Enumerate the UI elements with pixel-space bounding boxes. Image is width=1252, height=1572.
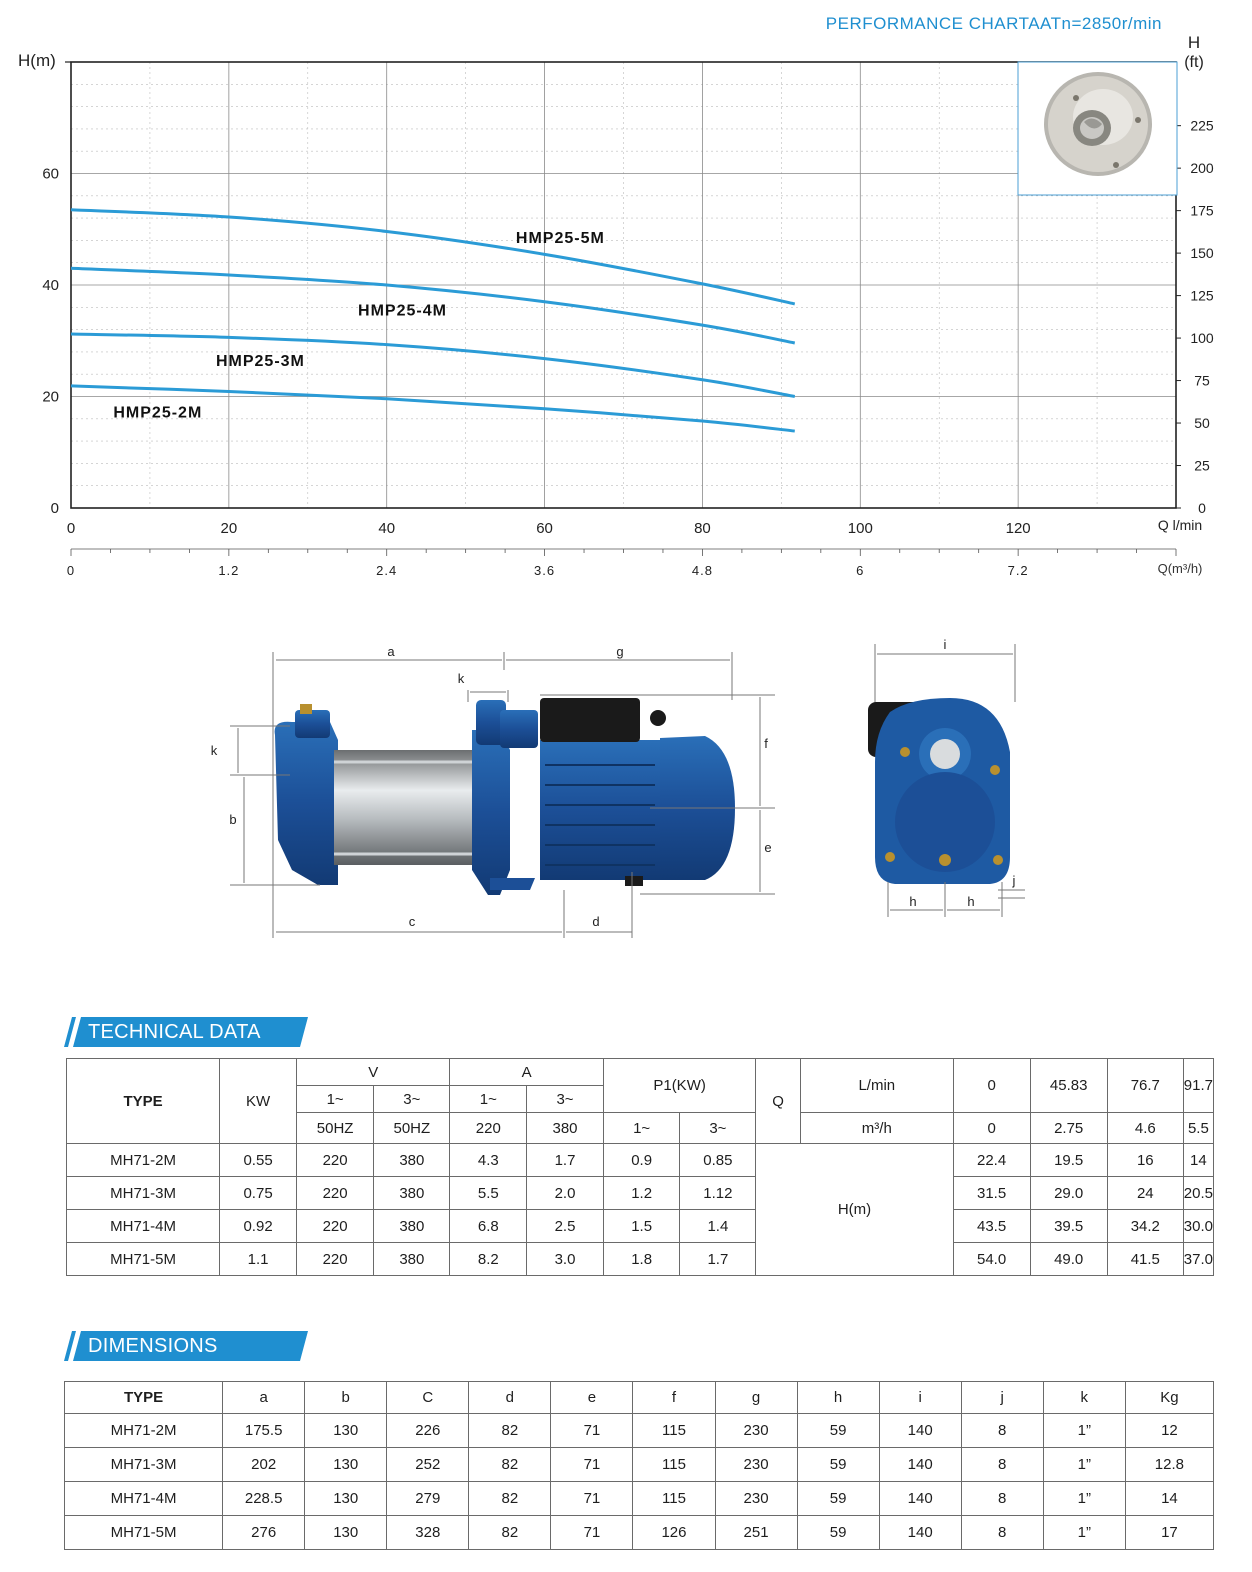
- dim-cell: 8: [961, 1414, 1043, 1448]
- col-v: V: [297, 1059, 450, 1086]
- col-p1: P1(KW): [603, 1059, 756, 1113]
- q-lmin-label: L/min: [800, 1059, 953, 1113]
- dim-cell: 230: [715, 1482, 797, 1516]
- col-kw: KW: [220, 1059, 297, 1144]
- head-label: H(m): [756, 1144, 953, 1276]
- dim-header: k: [1043, 1382, 1125, 1414]
- y-tick-label: 60: [42, 165, 59, 183]
- cell-head: 43.5: [953, 1210, 1030, 1243]
- dim-label-h-left: h: [909, 894, 917, 909]
- dim-cell: 130: [305, 1414, 387, 1448]
- dim-header: f: [633, 1382, 715, 1414]
- dim-cell: 1”: [1043, 1516, 1125, 1550]
- secondary-x-tick-label: 1.2: [218, 563, 240, 578]
- cell-head: 19.5: [1030, 1144, 1107, 1177]
- dim-cell: 115: [633, 1414, 715, 1448]
- a-phase1: 1~: [450, 1086, 527, 1113]
- cell-head: 22.4: [953, 1144, 1030, 1177]
- pump-side-view: [200, 640, 800, 950]
- ft-tick-label: 0: [1198, 500, 1206, 516]
- q-m3h-value: 0: [953, 1113, 1030, 1144]
- table-row: [65, 1516, 1214, 1550]
- cell-v3: 380: [374, 1177, 450, 1210]
- dim-cell: 130: [305, 1516, 387, 1550]
- technical-data-header: [64, 1017, 308, 1047]
- chart-grid: [71, 62, 1176, 508]
- cell-head: 20.5: [1183, 1177, 1213, 1210]
- technical-data-table: [66, 1058, 1214, 1276]
- dim-cell: MH71-3M: [65, 1448, 223, 1482]
- dim-cell: 126: [633, 1516, 715, 1550]
- secondary-x-tick-label: 2.4: [376, 563, 398, 578]
- a-phase3: 3~: [527, 1086, 604, 1113]
- ft-tick-label: 25: [1194, 457, 1210, 474]
- dim-cell: 1”: [1043, 1482, 1125, 1516]
- dim-cell: 14: [1125, 1482, 1213, 1516]
- table-row: [67, 1243, 1214, 1276]
- dim-label-f: f: [764, 736, 768, 751]
- table-row: [67, 1210, 1214, 1243]
- table-row: [65, 1414, 1214, 1448]
- q-lmin-value: 45.83: [1030, 1059, 1107, 1113]
- q-m3h-value: 5.5: [1183, 1113, 1213, 1144]
- v-phase1: 1~: [297, 1086, 374, 1113]
- cell-a3: 1.7: [527, 1144, 604, 1177]
- pump-front-view: [850, 632, 1040, 922]
- q-m3h-value: 4.6: [1107, 1113, 1183, 1144]
- a-380: 380: [527, 1113, 604, 1144]
- dim-cell: 8: [961, 1516, 1043, 1550]
- dim-header: g: [715, 1382, 797, 1414]
- table-row: [67, 1177, 1214, 1210]
- impeller-photo: [1018, 62, 1177, 195]
- cell-p1: 1.8: [603, 1243, 680, 1276]
- cell-head: 16: [1107, 1144, 1183, 1177]
- dim-cell: MH71-5M: [65, 1516, 223, 1550]
- col-a: A: [450, 1059, 603, 1086]
- cell-kw: 1.1: [220, 1243, 297, 1276]
- secondary-x-tick-label: 3.6: [534, 563, 556, 578]
- y-tick-label: 0: [50, 500, 59, 517]
- dim-cell: 59: [797, 1448, 879, 1482]
- dim-header: b: [305, 1382, 387, 1414]
- cell-kw: 0.92: [220, 1210, 297, 1243]
- terminal-box: [540, 698, 640, 742]
- series-line-HMP25-3M: [71, 334, 795, 396]
- dim-header: C: [387, 1382, 469, 1414]
- cell-v1: 220: [297, 1177, 374, 1210]
- cell-a1: 8.2: [450, 1243, 527, 1276]
- cell-p1: 1.2: [603, 1177, 680, 1210]
- cell-v1: 220: [297, 1210, 374, 1243]
- q-lmin-value: 0: [953, 1059, 1030, 1113]
- cell-p1: 1.5: [603, 1210, 680, 1243]
- cell-a1: 6.8: [450, 1210, 527, 1243]
- ft-tick-label: 200: [1190, 160, 1214, 177]
- cell-p3: 1.4: [680, 1210, 756, 1243]
- p1-phase3: 3~: [680, 1113, 756, 1144]
- dim-label-k-top: k: [457, 671, 465, 686]
- x-tick-label: 120: [1005, 520, 1031, 537]
- dimensions-table: [64, 1381, 1214, 1550]
- dim-header: a: [223, 1382, 305, 1414]
- dim-cell: 140: [879, 1482, 961, 1516]
- dim-cell: 8: [961, 1448, 1043, 1482]
- cell-v3: 380: [374, 1144, 450, 1177]
- secondary-x-tick-label: 4.8: [691, 563, 713, 578]
- dim-cell: MH71-4M: [65, 1482, 223, 1516]
- dim-header: e: [551, 1382, 633, 1414]
- cell-kw: 0.75: [220, 1177, 297, 1210]
- q-m3h-value: 2.75: [1030, 1113, 1107, 1144]
- v-phase3: 3~: [374, 1086, 450, 1113]
- cell-v3: 380: [374, 1210, 450, 1243]
- cell-head: 31.5: [953, 1177, 1030, 1210]
- right-axis-title: H: [1187, 33, 1201, 52]
- cell-head: 34.2: [1107, 1210, 1183, 1243]
- cell-head: 37.0: [1183, 1243, 1213, 1276]
- dim-cell: 115: [633, 1482, 715, 1516]
- dim-cell: 1”: [1043, 1448, 1125, 1482]
- chart-frame: [65, 62, 1181, 556]
- col-type: TYPE: [67, 1059, 220, 1144]
- dim-cell: 279: [387, 1482, 469, 1516]
- dim-label-a: a: [387, 644, 395, 659]
- y-axis-title: H(m): [18, 51, 56, 70]
- dim-label-j: j: [1012, 873, 1016, 888]
- dim-cell: 328: [387, 1516, 469, 1550]
- dim-header: d: [469, 1382, 551, 1414]
- cell-type: MH71-3M: [67, 1177, 220, 1210]
- secondary-x-tick-label: 6: [856, 563, 865, 578]
- dim-cell: 230: [715, 1448, 797, 1482]
- dim-cell: 8: [961, 1482, 1043, 1516]
- y-tick-label: 20: [42, 388, 59, 406]
- cell-a3: 2.5: [527, 1210, 604, 1243]
- x-tick-label: 80: [694, 520, 711, 537]
- cell-head: 24: [1107, 1177, 1183, 1210]
- cell-type: MH71-5M: [67, 1243, 220, 1276]
- cell-a1: 5.5: [450, 1177, 527, 1210]
- cell-type: MH71-2M: [67, 1144, 220, 1177]
- cell-p3: 1.12: [680, 1177, 756, 1210]
- a-220: 220: [450, 1113, 527, 1144]
- table-row: [65, 1482, 1214, 1516]
- cell-head: 49.0: [1030, 1243, 1107, 1276]
- dim-cell: 59: [797, 1516, 879, 1550]
- table-row: [65, 1448, 1214, 1482]
- dim-cell: 251: [715, 1516, 797, 1550]
- dim-cell: 140: [879, 1516, 961, 1550]
- dim-cell: 228.5: [223, 1482, 305, 1516]
- cell-head: 30.0: [1183, 1210, 1213, 1243]
- col-q: Q: [756, 1059, 801, 1144]
- cell-a1: 4.3: [450, 1144, 527, 1177]
- dim-label-d: d: [592, 914, 600, 929]
- dim-cell: 115: [633, 1448, 715, 1482]
- technical-data-title: TECHNICAL DATA: [88, 1021, 261, 1043]
- cell-head: 14: [1183, 1144, 1213, 1177]
- cell-head: 39.5: [1030, 1210, 1107, 1243]
- dim-cell: 130: [305, 1448, 387, 1482]
- series-label: HMP25-4M: [358, 302, 447, 320]
- stainless-body: [334, 750, 476, 865]
- dim-cell: 202: [223, 1448, 305, 1482]
- cell-a3: 2.0: [527, 1177, 604, 1210]
- cell-head: 41.5: [1107, 1243, 1183, 1276]
- dim-cell: 71: [551, 1482, 633, 1516]
- ft-tick-label: 125: [1190, 287, 1214, 304]
- dim-label-b: b: [229, 812, 237, 827]
- x-tick-label: 40: [378, 520, 396, 537]
- dim-cell: 82: [469, 1448, 551, 1482]
- chart-series: [71, 210, 795, 431]
- q-m3h-label: m³/h: [800, 1113, 953, 1144]
- x-tick-label: 100: [847, 520, 873, 537]
- dim-header: Kg: [1125, 1382, 1213, 1414]
- v-hz-3: 50HZ: [374, 1113, 450, 1144]
- dim-cell: 230: [715, 1414, 797, 1448]
- ft-tick-label: 75: [1194, 372, 1210, 389]
- ft-tick-label: 175: [1190, 202, 1214, 219]
- ft-tick-label: 225: [1190, 117, 1214, 134]
- x-tick-label: 60: [536, 520, 553, 537]
- dim-cell: 140: [879, 1414, 961, 1448]
- series-label: HMP25-2M: [113, 404, 203, 422]
- dim-cell: 17: [1125, 1516, 1213, 1550]
- cell-kw: 0.55: [220, 1144, 297, 1177]
- dim-cell: 226: [387, 1414, 469, 1448]
- performance-chart: [0, 25, 1252, 585]
- cell-v3: 380: [374, 1243, 450, 1276]
- p1-phase1: 1~: [603, 1113, 680, 1144]
- dim-cell: 12.8: [1125, 1448, 1213, 1482]
- dim-cell: MH71-2M: [65, 1414, 223, 1448]
- dim-cell: 175.5: [223, 1414, 305, 1448]
- dim-cell: 1”: [1043, 1414, 1125, 1448]
- dim-label-e: e: [764, 840, 772, 855]
- dim-cell: 82: [469, 1516, 551, 1550]
- dim-cell: 82: [469, 1482, 551, 1516]
- cell-head: 54.0: [953, 1243, 1030, 1276]
- dimensions-header: [64, 1331, 308, 1361]
- dim-cell: 140: [879, 1448, 961, 1482]
- q-lmin-value: 91.7: [1183, 1059, 1213, 1113]
- dim-cell: 82: [469, 1414, 551, 1448]
- dim-cell: 71: [551, 1448, 633, 1482]
- cell-a3: 3.0: [527, 1243, 604, 1276]
- x-axis-title: Q l/min: [1157, 517, 1203, 533]
- v-hz-1: 50HZ: [297, 1113, 374, 1144]
- dim-cell: 71: [551, 1414, 633, 1448]
- motor-body: [540, 740, 660, 880]
- dim-label-h-right: h: [967, 894, 975, 909]
- dim-cell: 252: [387, 1448, 469, 1482]
- dim-label-c: c: [408, 914, 416, 929]
- dim-cell: 71: [551, 1516, 633, 1550]
- cell-head: 29.0: [1030, 1177, 1107, 1210]
- cell-v1: 220: [297, 1144, 374, 1177]
- table-row: [67, 1144, 1214, 1177]
- chart-title: PERFORMANCE CHARTAATn=2850r/min: [825, 14, 1162, 33]
- pump-head-casing: [275, 722, 338, 885]
- dim-cell: 59: [797, 1414, 879, 1448]
- ft-tick-label: 150: [1190, 245, 1214, 262]
- q-lmin-value: 76.7: [1107, 1059, 1183, 1113]
- right-axis-unit: (ft): [1184, 54, 1204, 71]
- dim-header: i: [879, 1382, 961, 1414]
- y-tick-label: 40: [42, 277, 59, 294]
- series-label: HMP25-5M: [515, 230, 605, 248]
- dim-header: h: [797, 1382, 879, 1414]
- dim-cell: 276: [223, 1516, 305, 1550]
- dim-cell: 130: [305, 1482, 387, 1516]
- cell-p3: 0.85: [680, 1144, 756, 1177]
- cell-type: MH71-4M: [67, 1210, 220, 1243]
- secondary-x-tick-label: 0: [66, 563, 76, 578]
- dim-label-g: g: [616, 644, 624, 659]
- ft-tick-label: 50: [1194, 415, 1210, 432]
- dim-header: TYPE: [65, 1382, 223, 1414]
- dim-label-k-side: k: [210, 743, 218, 758]
- dimensions-title: DIMENSIONS: [88, 1335, 218, 1357]
- x-tick-label: 0: [66, 520, 76, 537]
- ft-tick-label: 100: [1190, 330, 1214, 347]
- secondary-x-tick-label: 7.2: [1007, 563, 1029, 578]
- dim-cell: 12: [1125, 1414, 1213, 1448]
- cell-v1: 220: [297, 1243, 374, 1276]
- secondary-x-axis-title: Q(m³/h): [1157, 561, 1203, 576]
- cell-p3: 1.7: [680, 1243, 756, 1276]
- x-tick-label: 20: [220, 520, 238, 537]
- dim-cell: 59: [797, 1482, 879, 1516]
- series-label: HMP25-3M: [215, 352, 305, 370]
- cell-p1: 0.9: [603, 1144, 680, 1177]
- dim-header: j: [961, 1382, 1043, 1414]
- dim-label-i: i: [943, 637, 947, 652]
